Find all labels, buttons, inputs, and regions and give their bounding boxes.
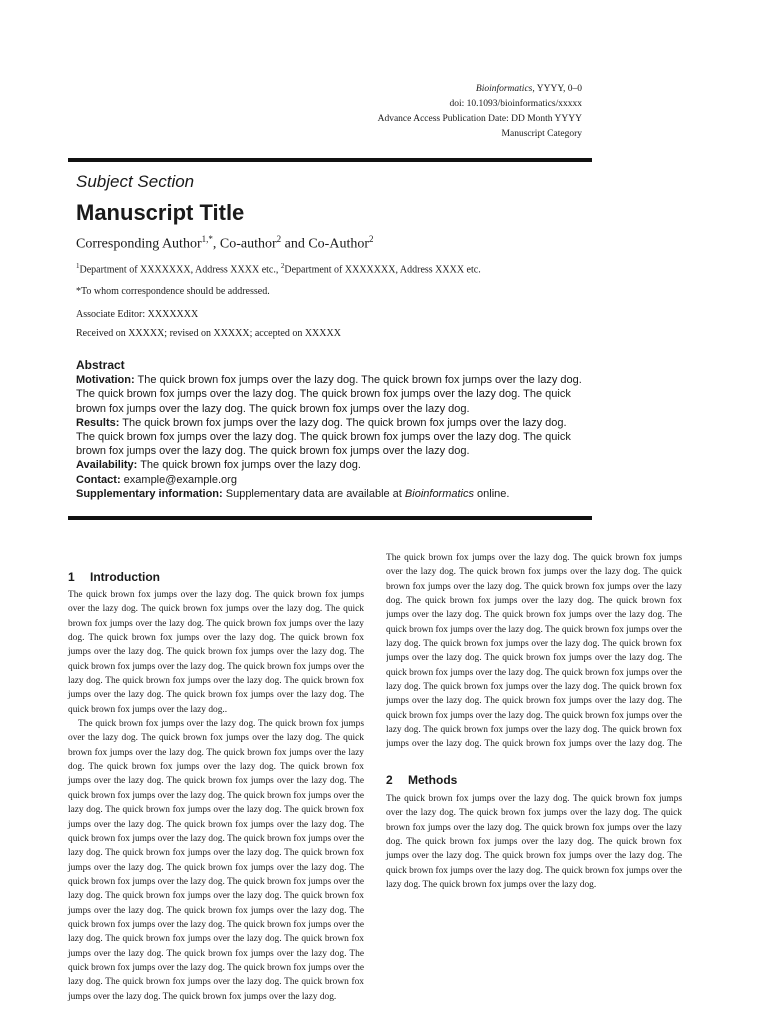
author-2-sup: 2	[276, 234, 282, 244]
author-2: , Co-author	[212, 236, 277, 252]
affil-1: Department of XXXXXXX, Address XXXX etc.,	[79, 264, 281, 276]
journal-header	[378, 82, 582, 142]
abstract-supplementary	[76, 487, 588, 501]
section-number: 2	[386, 773, 393, 787]
section-heading-introduction	[68, 570, 160, 584]
motivation-text: The quick brown fox jumps over the lazy dog. The quick brown fox jumps over the lazy dog. The quick brown fox jumps over the lazy dog. The quick brown fox jumps over the lazy dog. The quick brown fox jumps over the lazy dog. The quick brown fox jumps over the lazy dog.	[76, 374, 582, 415]
author-1-sup: 1,*	[201, 234, 213, 244]
correspondence-note: *To whom correspondence should be addressed.	[76, 286, 270, 297]
intro-paragraph-2-continued: The quick brown fox jumps over the lazy dog. The quick brown fox jumps over the lazy dog. The quick brown fox jumps over the lazy dog. The quick brown fox jumps over the lazy dog. The quick brown fox jumps over the lazy dog. The quick brown fox jumps over the lazy dog. The quick brown fox jumps over the lazy dog. The quick brown fox jumps over the lazy dog. The quick brown fox jumps over the lazy dog. The quick brown fox jumps over the lazy dog. The quick brown fox jumps over the lazy dog. The quick brown fox jumps over the lazy dog. The quick brown fox jumps over the lazy dog. The quick brown fox jumps over the lazy dog. The quick brown fox jumps over the lazy dog. The quick brown fox jumps over the lazy dog. The quick brown fox jumps over the lazy dog. The quick brown fox jumps over the lazy dog. The quick brown fox jumps over the lazy dog. The quick brown fox jumps over the lazy dog. The quick brown fox jumps over the lazy dog. The quick brown fox jumps over the lazy dog. The quick brown fox jumps over the lazy dog. The	[386, 553, 682, 750]
author-3: and Co-Author	[281, 236, 370, 252]
doi: doi: 10.1093/bioinformatics/xxxxx	[449, 99, 582, 109]
availability-text: The quick brown fox jumps over the lazy dog.	[137, 459, 361, 472]
intro-paragraph-2: The quick brown fox jumps over the lazy dog. The quick brown fox jumps over the lazy dog. The quick brown fox jumps over the lazy dog. The quick brown fox jumps over the lazy dog. The quick brown fox jumps over the lazy dog. The quick brown fox jumps over the lazy dog. The quick brown fox jumps over the lazy dog. The quick brown fox jumps over the lazy dog. The quick brown fox jumps over the lazy dog. The quick brown fox jumps over the lazy dog. The quick brown fox jumps over the lazy dog. The quick brown fox jumps over the lazy dog. The quick brown fox jumps over the lazy dog. The quick brown fox jumps over the lazy dog. The quick brown fox jumps over the lazy dog. The quick brown fox jumps over the lazy dog. The quick brown fox jumps over the lazy dog. The quick brown fox jumps over the lazy dog. The quick brown fox jumps over the lazy dog. The quick brown fox jumps over the lazy dog. The quick brown fox jumps over the lazy dog. The quick brown fox jumps over the lazy dog. The quick brown fox jumps over the lazy dog. The quick brown fox jumps over the lazy dog. The quick brown fox jumps over the lazy dog. The quick brown fox jumps over the lazy dog. The quick brown fox jumps over the lazy dog. The quick brown fox jumps over the lazy dog. The quick brown fox jumps over the lazy dog. The quick brown fox jumps over the lazy dog. The quick brown fox jumps over the lazy dog. The quick brown fox jumps over the lazy dog. The quick brown fox jumps over the lazy dog.	[68, 719, 364, 1002]
top-rule	[68, 158, 592, 162]
right-column-top	[386, 551, 682, 751]
section-heading-methods	[386, 773, 457, 787]
supp-journal: Bioinformatics	[404, 487, 474, 500]
left-column	[68, 588, 364, 1004]
abstract-heading: Abstract	[76, 358, 125, 372]
section-title: Methods	[408, 773, 458, 787]
received-dates: Received on XXXXX; revised on XXXXX; accepted on XXXXX	[76, 328, 341, 339]
abstract-motivation	[76, 373, 588, 416]
results-label: Results:	[76, 416, 120, 429]
journal-name: Bioinformatics	[475, 84, 533, 94]
results-text: The quick brown fox jumps over the lazy dog. The quick brown fox jumps over the lazy dog. The quick brown fox jumps over the lazy dog. The quick brown fox jumps over the lazy dog. The quick brown fox jumps over the lazy dog. The quick brown fox jumps over the lazy dog.	[76, 416, 571, 458]
journal-volume: , YYYY, 0–0	[532, 84, 582, 94]
manuscript-category: Manuscript Category	[501, 129, 582, 139]
author-3-sup: 2	[369, 234, 374, 244]
bottom-rule	[68, 516, 592, 520]
contact-label: Contact:	[76, 473, 121, 486]
intro-paragraph-1: The quick brown fox jumps over the lazy dog. The quick brown fox jumps over the lazy dog. The quick brown fox jumps over the lazy dog. The quick brown fox jumps over the lazy dog. The quick brown fox jumps over the lazy dog. The quick brown fox jumps over the lazy dog. The quick brown fox jumps over the lazy dog. The quick brown fox jumps over the lazy dog. The quick brown fox jumps over the lazy dog. The quick brown fox jumps over the lazy dog. The quick brown fox jumps over the lazy dog. The quick brown fox jumps over the lazy dog. The quick brown fox jumps over the lazy dog. The quick brown fox jumps over the lazy dog..	[68, 590, 364, 715]
affil-2-sup: 2	[280, 262, 285, 270]
abstract-block	[76, 358, 588, 501]
journal-line	[378, 82, 582, 97]
availability-label: Availability:	[76, 459, 138, 472]
section-title: Introduction	[90, 570, 160, 584]
manuscript-title: Manuscript Title	[76, 200, 245, 225]
author-list	[76, 234, 374, 253]
abstract-results	[76, 416, 588, 459]
abstract-availability	[76, 458, 588, 472]
author-1: Corresponding Author	[76, 236, 202, 252]
associate-editor: Associate Editor: XXXXXXX	[76, 309, 199, 320]
subject-section: Subject Section	[76, 172, 195, 191]
affil-2: Department of XXXXXXX, Address XXXX etc.	[284, 264, 481, 276]
contact-text: example@example.org	[120, 473, 237, 486]
affiliations	[76, 262, 481, 275]
motivation-label: Motivation:	[76, 374, 135, 387]
section-number: 1	[68, 570, 75, 584]
supp-post: online.	[474, 487, 510, 500]
supp-label: Supplementary information:	[76, 487, 223, 500]
methods-paragraph-1: The quick brown fox jumps over the lazy dog. The quick brown fox jumps over the lazy dog. The quick brown fox jumps over the lazy dog. The quick brown fox jumps over the lazy dog. The quick brown fox jumps over the lazy dog. The quick brown fox jumps over the lazy dog. The quick brown fox jumps over the lazy dog. The quick brown fox jumps over the lazy dog. The quick brown fox jumps over the lazy dog. The quick brown fox jumps over the lazy dog. The quick brown fox jumps over the lazy dog.	[386, 794, 682, 891]
publication-date: Advance Access Publication Date: DD Month YYYY	[377, 114, 582, 124]
right-column-methods	[386, 792, 682, 892]
supp-pre: Supplementary data are available at	[222, 487, 405, 500]
abstract-contact	[76, 473, 588, 487]
affil-1-sup: 1	[76, 262, 80, 270]
